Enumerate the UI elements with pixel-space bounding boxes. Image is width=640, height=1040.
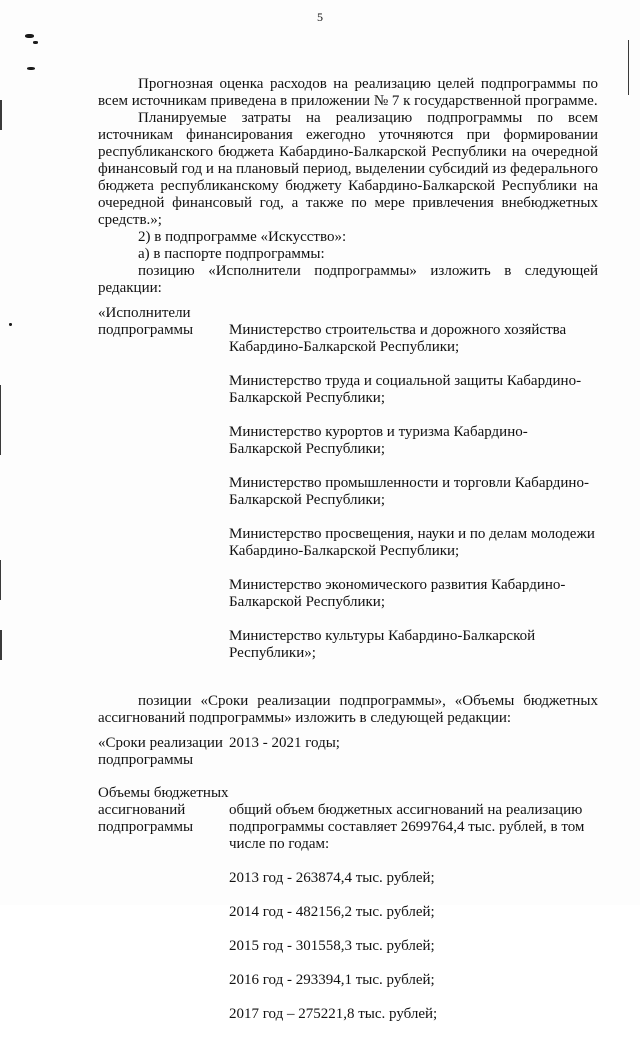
executors-label: «Исполнители подпрограммы [98,305,194,338]
executor-item: Министерство труда и социальной защиты Кабардино-Балкарской Республики; [229,373,582,406]
budget-intro: общий объем бюджетных ассигнований на реализацию подпрограммы составляет 2699764,4 тыс. рублей, в том числе по годам: [229,802,585,852]
budget-row [98,785,598,1040]
executor-item: Министерство экономического развития Кабардино-Балкарской Республики; [229,577,566,610]
budget-year-item: 2016 год - 293394,1 тыс. рублей; [229,972,435,988]
paragraph-planned-costs: Планируемые затраты на реализацию подпрограммы по всем источникам финансирования ежегодно уточняются при формировании республиканского бюджета Кабардино-Балкарской Республики на очередной финансовый год и на плановый период, выделении субсидий из федерального бюджета республиканскому бюджету Кабардино-Балкарской Республики на очередной финансовый год, а также по мере привлечения внебюджетных средств.»; [98,110,598,228]
scan-edge-line [628,40,629,95]
executor-item: Министерство курортов и туризма Кабардино-Балкарской Республики; [229,424,528,457]
terms-row [98,735,598,769]
paragraph-terms-volumes: позиции «Сроки реализации подпрограммы», «Объемы бюджетных ассигнований подпрограммы» изложить в следующей редакции: [98,693,598,726]
scan-speck [9,323,12,326]
scan-edge-line [0,100,2,130]
scan-speck [27,67,35,70]
page-number: 5 [317,10,323,24]
scan-edge-line [0,385,1,455]
terms-value: 2013 - 2021 годы; [229,735,340,751]
executor-item: Министерство промышленности и торговли Кабардино-Балкарской Республики; [229,475,589,508]
paragraph-executors-position: позицию «Исполнители подпрограммы» изложить в следующей редакции: [98,263,598,296]
executor-item: Министерство просвещения, науки и по делам молодежи Кабардино-Балкарской Республики; [229,526,595,559]
scan-speck [25,34,34,38]
executor-item: Министерство строительства и дорожного хозяйства Кабардино-Балкарской Республики; [229,322,567,355]
paragraph-forecast-estimate: Прогнозная оценка расходов на реализацию целей подпрограммы по всем источникам приведена в приложении № 7 к государственной программе. [98,76,598,109]
executors-list [229,305,598,679]
document-body [98,76,598,1040]
paragraph-passport: а) в паспорте подпрограммы: [138,246,325,262]
budget-label: Объемы бюджетных ассигнований подпрограммы [98,785,229,835]
budget-details [229,785,598,1040]
terms-label: «Сроки реализации подпрограммы [98,735,223,768]
executor-item: Министерство культуры Кабардино-Балкарской Республики»; [229,628,536,661]
scan-speck [33,41,38,44]
scan-edge-line [0,560,1,600]
budget-year-item: 2017 год – 275221,8 тыс. рублей; [229,1006,438,1022]
paragraph-subprogram-art: 2) в подпрограмме «Искусство»: [138,229,347,245]
budget-year-item: 2015 год - 301558,3 тыс. рублей; [229,938,435,954]
budget-year-item: 2014 год - 482156,2 тыс. рублей; [229,904,435,920]
executors-row [98,305,598,679]
scan-edge-line [0,630,2,660]
budget-year-item: 2013 год - 263874,4 тыс. рублей; [229,870,435,886]
